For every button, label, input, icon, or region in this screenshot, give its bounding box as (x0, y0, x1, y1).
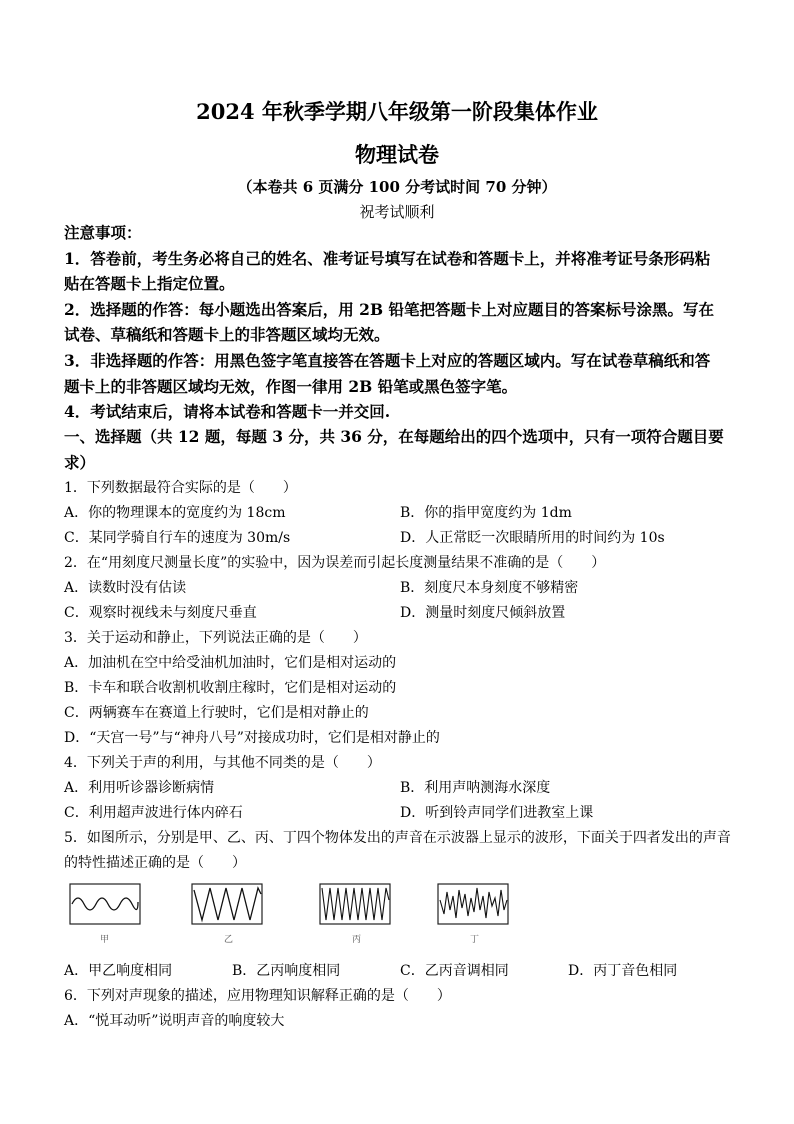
option-a: A．你的物理课本的宽度约为 18cm (64, 505, 286, 521)
question-stem-cont: 的特性描述正确的是（ ） (64, 855, 246, 871)
notice-line: 贴在答题卡上指定位置。 (64, 274, 235, 293)
option-c: C．利用超声波进行体内碎石 (64, 805, 243, 821)
option-a: A．“悦耳动听”说明声音的响度较大 (64, 1013, 285, 1029)
option-b: B．乙丙响度相同 (232, 963, 341, 979)
option-d: D．人正常眨一次眼睛所用的时间约为 10s (400, 530, 665, 546)
waveform-ding (438, 884, 508, 945)
option-a: A．读数时没有估读 (64, 580, 187, 596)
subject-title: 物理试卷 (355, 142, 439, 167)
waveform-bing (320, 884, 390, 945)
option-a: A．甲乙响度相同 (64, 963, 173, 979)
option-c: C．两辆赛车在赛道上行驶时，它们是相对静止的 (64, 705, 369, 721)
option-c: C．某同学骑自行车的速度为 30m/s (64, 530, 291, 546)
section-heading-cont: 求） (64, 453, 96, 472)
waveform-label: 丙 (352, 935, 362, 945)
option-b: B．你的指甲宽度约为 1dm (400, 505, 572, 521)
exam-title: 2024 年秋季学期八年级第一阶段集体作业 (196, 99, 598, 124)
question-stem: 4．下列关于声的利用，与其他不同类的是（ ） (64, 755, 381, 771)
option-a: A．加油机在空中给受油机加油时，它们是相对运动的 (64, 655, 397, 671)
option-d: D．丙丁音色相同 (568, 963, 678, 979)
option-b: B．刻度尺本身刻度不够精密 (400, 580, 579, 596)
question-stem: 3．关于运动和静止，下列说法正确的是（ ） (64, 630, 367, 646)
exam-wish: 祝考试顺利 (359, 203, 435, 221)
waveform-label: 乙 (224, 935, 234, 945)
notice-line: 1．答卷前，考生务必将自己的姓名、准考证号填写在试卷和答题卡上，并将准考证号条形码粘 (64, 249, 711, 268)
waveform-label: 丁 (470, 935, 480, 945)
option-d: D．测量时刻度尺倾斜放置 (400, 605, 566, 621)
waveform-label: 甲 (100, 935, 110, 945)
option-b: B．利用声呐测海水深度 (400, 780, 551, 796)
notice-line: 2．选择题的作答：每小题选出答案后，用 2B 铅笔把答题卡上对应题目的答案标号涂黑。写在 (64, 300, 714, 319)
waveform-yi (192, 884, 262, 945)
notice-line: 3．非选择题的作答：用黑色签字笔直接答在答题卡上对应的答题区域内。写在试卷草稿纸和答 (64, 351, 711, 370)
oscilloscope-waveforms (66, 880, 526, 950)
waveform-jia (70, 884, 140, 945)
option-a: A．利用听诊器诊断病情 (64, 780, 215, 796)
question-stem: 2．在“用刻度尺测量长度”的实验中，因为误差而引起长度测量结果不准确的是（ ） (64, 555, 606, 571)
option-d: D．“天宫一号”与“神舟八号”对接成功时，它们是相对静止的 (64, 730, 440, 746)
option-c: C．乙丙音调相同 (400, 963, 509, 979)
notice-line: 试卷、草稿纸和答题卡上的非答题区域均无效。 (64, 325, 390, 344)
notice-heading: 注意事项： (64, 223, 142, 242)
notice-line: 题卡上的非答题区域均无效，作图一律用 2B 铅笔或黑色签字笔。 (64, 377, 518, 396)
question-stem: 1．下列数据最符合实际的是（ ） (64, 480, 297, 496)
option-c: C．观察时视线未与刻度尺垂直 (64, 605, 257, 621)
notice-line: 4．考试结束后，请将本试卷和答题卡一并交回. (64, 402, 391, 421)
question-stem: 6．下列对声现象的描述，应用物理知识解释正确的是（ ） (64, 988, 451, 1004)
option-d: D．听到铃声同学们进教室上课 (400, 805, 594, 821)
option-b: B．卡车和联合收割机收割庄稼时，它们是相对运动的 (64, 680, 397, 696)
exam-info: （本卷共 6 页满分 100 分考试时间 70 分钟） (237, 178, 557, 196)
question-stem: 5．如图所示，分别是甲、乙、丙、丁四个物体发出的声音在示波器上显示的波形，下面关于四者发出的声音 (64, 830, 731, 846)
section-heading: 一、选择题（共 12 题，每题 3 分，共 36 分，在每题给出的四个选项中，只有一项符合题目要 (64, 427, 724, 446)
